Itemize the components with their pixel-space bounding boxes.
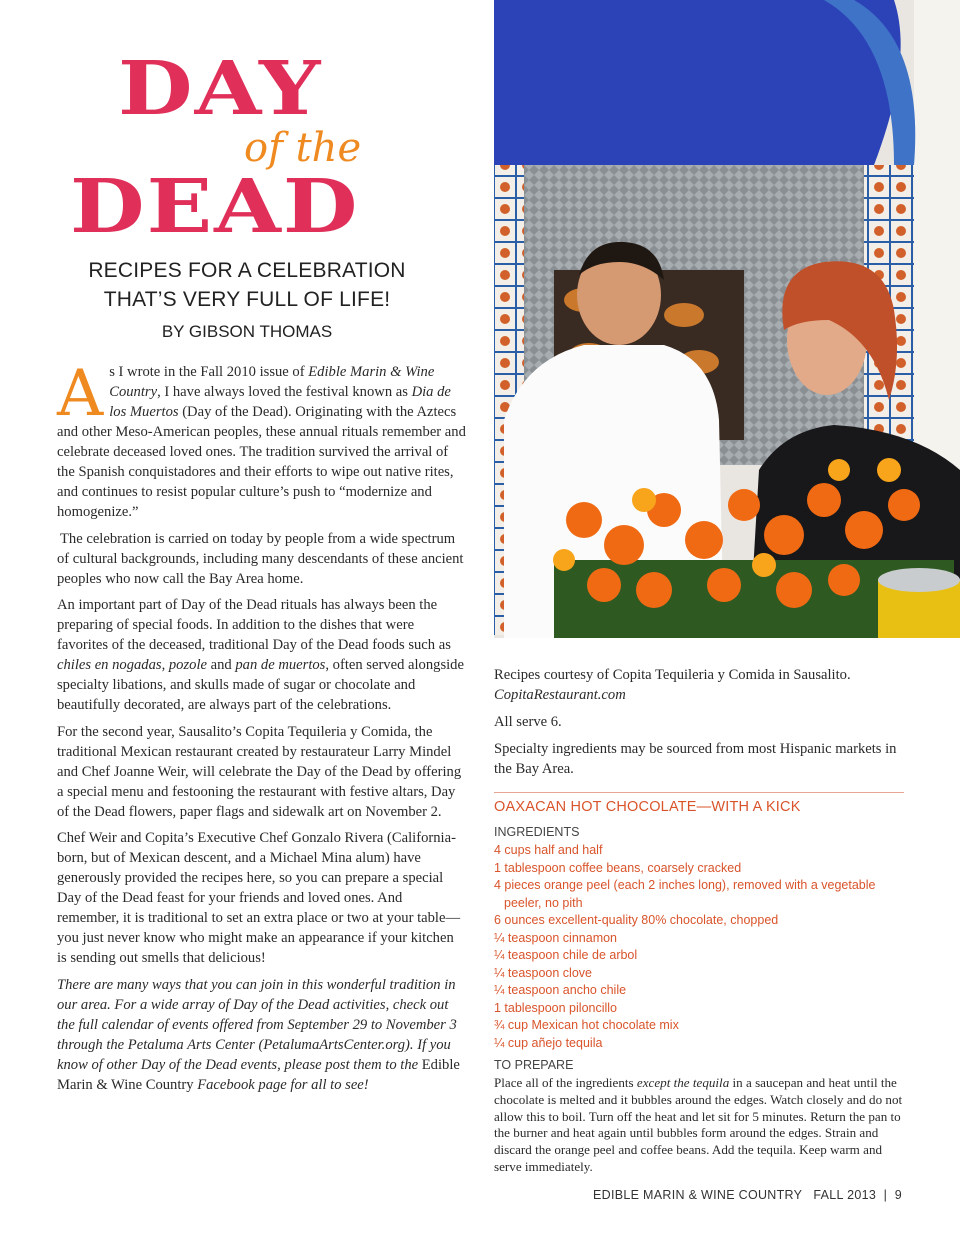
page-footer: EDIBLE MARIN & WINE COUNTRY FALL 2013 | 9 — [593, 1188, 902, 1202]
ingredient-item: ¾ cup Mexican hot chocolate mix — [494, 1018, 679, 1032]
text-run: , — [161, 657, 169, 673]
text-run: (Day of the Dead). Originating with the Aztecs and other Meso-American peoples, these annual rituals remember and celebrate deceased loved ones. The tradition survived the arrival of the Spanish conquistadores and their efforts to wipe out native rites, and continues to resist popular culture’s push to “modernize and homogenize.” — [57, 404, 466, 520]
text-run: s I wrote in the Fall 2010 issue of — [109, 364, 309, 380]
text-run: in a saucepan and heat until the chocolate is melted and it bubbles around the edges. Watch closely and do not allow this to boil. Turn off the heat and let sit for 5 minutes. Return the pan to the burner and heat again until bubbles form around the edges. Strain and discard the orange peel and coffee beans. Add the tequila. Keep warm and serve immediately. — [494, 1075, 903, 1174]
article-body — [57, 357, 467, 1101]
title-dead-text: DEAD — [70, 163, 360, 250]
recipe-card — [494, 799, 904, 1176]
ingredient-item: 4 cups half and half — [494, 843, 603, 857]
italic-term: Dia de los Muertos — [109, 384, 451, 420]
ingredient-item: 4 pieces orange peel (each 2 inches long), removed with a vegetable peeler, no pith — [494, 878, 876, 910]
text-run: and — [206, 657, 236, 673]
credit-text: Recipes courtesy of Copita Tequileria y Comida in Sausalito. — [494, 667, 851, 683]
publication-name: Edible Marin & Wine Country — [57, 1056, 460, 1093]
ingredient-item: ¼ teaspoon ancho chile — [494, 983, 627, 997]
subtitle-line-2: THAT’S VERY FULL OF LIFE! — [103, 288, 391, 311]
recipe-title: OAXACAN HOT CHOCOLATE—WITH A KICK — [494, 799, 801, 815]
ingredients-label: INGREDIENTS — [494, 825, 580, 839]
ingredient-item: 1 tablespoon piloncillo — [494, 1000, 618, 1015]
title-of-the-text: of the — [244, 125, 362, 171]
title-day-text: DAY — [118, 45, 323, 132]
serves-note: All serve 6. — [494, 714, 562, 730]
chefs-photo-illustration — [494, 0, 960, 638]
article-paragraph-1 — [57, 357, 467, 522]
article-paragraph-5: Chef Weir and Copita’s Executive Chef Gonzalo Rivera (California-born, but of Mexican descent, and a Michael Mina alum) have generously provided the recipes here, so you can prepare a special Day of the Dead feast for your friends and loved ones. And remember, it is traditional to set an extra place or two at your table—you just never know who might make an appearance if your kitchen is sending out smells that delicious! — [57, 830, 461, 966]
publication-name: Edible Marin & Wine Country — [109, 364, 435, 400]
recipe-intro — [494, 665, 904, 786]
italic-term: pan de muertos — [235, 657, 326, 673]
ingredient-item: 1 tablespoon coffee beans, coarsely cracked — [494, 860, 742, 875]
ingredient-item: 6 ounces excellent-quality 80% chocolate, chopped — [494, 913, 779, 927]
italic-term: pozole — [168, 657, 207, 673]
ingredients-list — [494, 842, 904, 1052]
sourcing-note: Specialty ingredients may be sourced from most Hispanic markets in the Bay Area. — [494, 741, 897, 777]
article-paragraph-4: For the second year, Sausalito’s Copita Tequileria y Comida, the traditional Mexican restaurant created by restaurateur Larry Mindel and Chef Joanne Weir, will celebrate the Day of the Dead by offering a special menu and festooning the restaurant with festive altars, Day of the Dead flowers, paper flags and sidewalk art on November 2. — [57, 723, 462, 820]
section-divider — [494, 792, 904, 793]
restaurant-url: CopitaRestaurant.com — [494, 687, 626, 703]
ingredient-item: ¼ teaspoon cinnamon — [494, 930, 618, 945]
ingredient-item: ¼ teaspoon chile de arbol — [494, 948, 638, 962]
italic-term: except the tequila — [636, 1075, 730, 1090]
article-paragraph-2: The celebration is carried on today by people from a wide spectrum of cultural backgrounds, including many descendants of these ancient peoples who now call the Bay Area home. — [57, 530, 464, 587]
text-run: , I have always loved the festival known as — [157, 384, 412, 400]
prepare-label: TO PREPARE — [494, 1058, 574, 1072]
text-run: There are many ways that you can join in this wonderful tradition in our area. For a wide array of Day of the Dead activities, check out the full calendar of events offered from September 29 to November 3 through the Petaluma Arts Center (PetalumaArtsCenter.org). If you know of other Day of the Dead events, please post them to the — [57, 976, 457, 1073]
text-run: An important part of Day of the Dead rituals has always been the preparing of special foods. In addition to the dishes that were favorites of the deceased, traditional Day of the Dead foods such as — [57, 597, 451, 653]
subtitle-line-1: RECIPES FOR A CELEBRATION — [88, 259, 406, 282]
recipe-credit — [494, 665, 904, 705]
chefs-photo — [494, 0, 960, 638]
article-paragraph-3 — [57, 595, 467, 715]
text-run: Place all of the ingredients — [494, 1075, 637, 1090]
text-run: page for all to see! — [254, 1076, 369, 1093]
subtitle — [60, 256, 434, 314]
byline: BY GIBSON THOMAS — [161, 322, 333, 341]
drop-cap: A — [57, 357, 104, 431]
ingredient-item: ¼ teaspoon clove — [494, 965, 592, 980]
article-paragraph-6 — [57, 975, 467, 1095]
italic-term: chiles en nogadas — [57, 657, 162, 673]
title-day — [118, 45, 378, 132]
text-run: , often served alongside specialty libations, and skulls made of sugar or chocolate and beautifully decorated, are always part of the celebrations. — [57, 657, 464, 713]
prepare-instructions — [494, 1075, 904, 1176]
ingredient-item: ¼ cup añejo tequila — [494, 1035, 603, 1050]
title-dead — [70, 163, 430, 250]
text-run: Facebook — [193, 1076, 255, 1093]
